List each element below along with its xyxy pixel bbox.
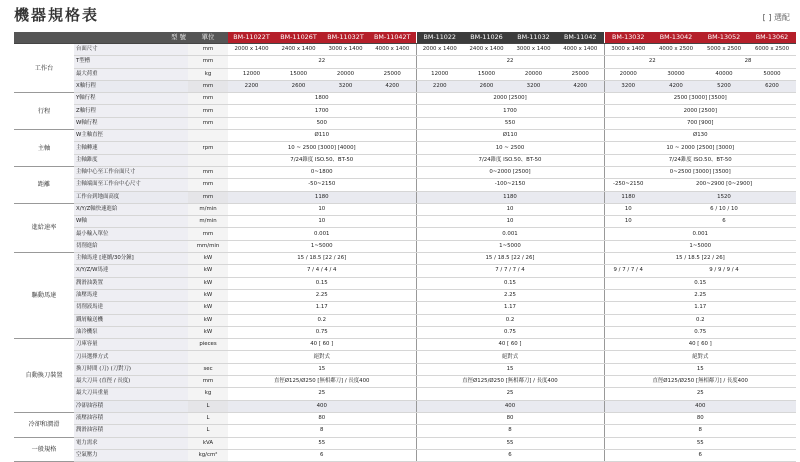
category-label: 進給速率: [14, 203, 74, 252]
spec-value: 40 [ 60 ]: [228, 339, 416, 351]
spec-value: 4200: [652, 80, 700, 92]
category-label: 距離: [14, 166, 74, 203]
spec-unit: sec: [188, 363, 228, 375]
spec-value: 7 / 7 / 7 / 4: [416, 265, 604, 277]
spec-unit: mm: [188, 228, 228, 240]
spec-row: [14, 240, 796, 252]
spec-row: [14, 93, 796, 105]
spec-value: 2000 [2500]: [416, 93, 604, 105]
header-model: BM-13052: [700, 32, 748, 44]
spec-value: 絕對式: [228, 351, 416, 363]
spec-row: [14, 228, 796, 240]
spec-item: Y軸行程: [74, 93, 188, 105]
spec-row: [14, 326, 796, 338]
spec-value: 22: [604, 56, 700, 68]
spec-value: 700 [900]: [604, 117, 796, 129]
spec-value: 500: [228, 117, 416, 129]
spec-value: 2600: [463, 80, 510, 92]
optional-note: [ ] 選配: [762, 13, 790, 22]
spec-value: 2000 [2500]: [604, 105, 796, 117]
spec-item: 主軸錐度: [74, 154, 188, 166]
category-label: 自動換刀裝置: [14, 339, 74, 413]
spec-value: 6000 x 2500: [748, 44, 796, 56]
spec-item: Z軸行程: [74, 105, 188, 117]
spec-value: 22: [416, 56, 604, 68]
spec-unit: L: [188, 425, 228, 437]
spec-unit: mm: [188, 179, 228, 191]
spec-value: 12000: [416, 68, 463, 80]
spec-value: 2000 x 1400: [416, 44, 463, 56]
spec-unit: mm: [188, 105, 228, 117]
spec-row: [14, 388, 796, 400]
spec-value: 4200: [557, 80, 604, 92]
spec-value: 1.17: [228, 302, 416, 314]
spec-value: Ø130: [604, 130, 796, 142]
spec-unit: mm: [188, 56, 228, 68]
spec-item: 換刀時間 (刀) (刀對刀): [74, 363, 188, 375]
spec-value: 7 / 4 / 4 / 4: [228, 265, 416, 277]
spec-row: [14, 425, 796, 437]
spec-item: 切削進給: [74, 240, 188, 252]
spec-row: [14, 400, 796, 412]
spec-unit: rpm: [188, 142, 228, 154]
header-unit-label: 單位: [188, 32, 228, 44]
header-row: [14, 32, 796, 44]
spec-unit: mm/min: [188, 240, 228, 252]
spec-value: 2600: [275, 80, 322, 92]
spec-value: 15 / 18.5 [22 / 26]: [604, 253, 796, 265]
spec-value: -250~2150: [604, 179, 652, 191]
spec-item: 油壓馬達: [74, 289, 188, 301]
spec-value: 6: [228, 449, 416, 461]
spec-value: 40 [ 60 ]: [604, 339, 796, 351]
spec-item: X軸行程: [74, 80, 188, 92]
spec-item: 潤滑油裝置: [74, 277, 188, 289]
category-label: 主軸: [14, 130, 74, 167]
spec-value: 3200: [604, 80, 652, 92]
spec-value: 3000 x 1400: [604, 44, 652, 56]
spec-value: 0.15: [416, 277, 604, 289]
spec-value: 55: [228, 437, 416, 449]
spec-unit: [188, 351, 228, 363]
spec-value: 15 / 18.5 [22 / 26]: [416, 253, 604, 265]
spec-value: 5000 x 2500: [700, 44, 748, 56]
header-model: BM-11032: [510, 32, 557, 44]
spec-value: 4200: [369, 80, 416, 92]
spec-value: 200~2900 [0~2900]: [652, 179, 796, 191]
spec-value: 22: [228, 56, 416, 68]
spec-row: [14, 302, 796, 314]
spec-value: 1.17: [604, 302, 796, 314]
spec-value: 20000: [510, 68, 557, 80]
spec-row: [14, 314, 796, 326]
spec-row: [14, 216, 796, 228]
spec-item: 刀庫容量: [74, 339, 188, 351]
header-model: BM-13062: [748, 32, 796, 44]
spec-item: 最大刀具重量: [74, 388, 188, 400]
spec-value: 15000: [463, 68, 510, 80]
spec-item: 最小輸入單位: [74, 228, 188, 240]
spec-item: 刀具選擇方式: [74, 351, 188, 363]
spec-value: 400: [604, 400, 796, 412]
spec-row: [14, 166, 796, 178]
spec-unit: kg/cm²: [188, 449, 228, 461]
spec-value: 15: [228, 363, 416, 375]
spec-value: 40000: [700, 68, 748, 80]
spec-value: 8: [228, 425, 416, 437]
spec-value: 10: [416, 216, 604, 228]
spec-value: 15: [604, 363, 796, 375]
spec-value: 25: [228, 388, 416, 400]
spec-row: [14, 203, 796, 215]
spec-value: 2000 x 1400: [228, 44, 275, 56]
spec-value: 2200: [416, 80, 463, 92]
spec-value: 0.001: [604, 228, 796, 240]
spec-item: 主軸馬達 [連續/30分鐘]: [74, 253, 188, 265]
spec-unit: [188, 154, 228, 166]
spec-value: 2.25: [604, 289, 796, 301]
spec-item: 液壓油容積: [74, 412, 188, 424]
spec-row: [14, 412, 796, 424]
spec-value: 1700: [416, 105, 604, 117]
spec-item: 台面尺寸: [74, 44, 188, 56]
spec-item: 油冷機泵: [74, 326, 188, 338]
spec-value: 1520: [652, 191, 796, 203]
spec-value: 0~2500 [3000] [3500]: [604, 166, 796, 178]
spec-value: 3000 x 1400: [322, 44, 369, 56]
spec-value: 550: [416, 117, 604, 129]
spec-value: Ø110: [228, 130, 416, 142]
spec-row: [14, 68, 796, 80]
spec-unit: mm: [188, 93, 228, 105]
spec-value: 15 / 18.5 [22 / 26]: [228, 253, 416, 265]
spec-value: 1700: [228, 105, 416, 117]
spec-value: 4000 x 2500: [652, 44, 700, 56]
spec-value: 10: [416, 203, 604, 215]
spec-value: 0.2: [604, 314, 796, 326]
spec-value: 25: [604, 388, 796, 400]
spec-row: [14, 130, 796, 142]
spec-value: 7/24錐度 ISO.50、BT-50: [604, 154, 796, 166]
spec-value: 0~2000 [2500]: [416, 166, 604, 178]
spec-value: 80: [416, 412, 604, 424]
spec-value: 1~5000: [416, 240, 604, 252]
header-model: BM-11022: [416, 32, 463, 44]
spec-value: 3200: [510, 80, 557, 92]
spec-item: 主軸端面至工作台中心尺寸: [74, 179, 188, 191]
spec-row: [14, 265, 796, 277]
spec-value: 絕對式: [604, 351, 796, 363]
spec-value: 4000 x 1400: [557, 44, 604, 56]
spec-value: 25000: [557, 68, 604, 80]
spec-value: 55: [604, 437, 796, 449]
spec-value: 0.15: [228, 277, 416, 289]
spec-value: 20000: [322, 68, 369, 80]
spec-unit: L: [188, 412, 228, 424]
spec-value: 1~5000: [228, 240, 416, 252]
spec-item: T型槽: [74, 56, 188, 68]
spec-value: 0.75: [416, 326, 604, 338]
spec-value: 10: [228, 216, 416, 228]
header-model: BM-13042: [652, 32, 700, 44]
spec-value: 10: [228, 203, 416, 215]
spec-value: 7/24錐度 ISO.50、BT-50: [416, 154, 604, 166]
spec-item: 主軸中心至工作台面尺寸: [74, 166, 188, 178]
spec-value: 40 [ 60 ]: [416, 339, 604, 351]
spec-value: 15: [416, 363, 604, 375]
spec-unit: kW: [188, 253, 228, 265]
spec-row: [14, 351, 796, 363]
spec-unit: kW: [188, 326, 228, 338]
spec-value: 0.15: [604, 277, 796, 289]
spec-value: 50000: [748, 68, 796, 80]
spec-value: 25: [416, 388, 604, 400]
spec-value: 直徑Ø125/Ø250 [無相鄰刀] / 長度400: [228, 376, 416, 388]
spec-item: 最大荷重: [74, 68, 188, 80]
spec-item: 主軸轉速: [74, 142, 188, 154]
spec-value: 6: [604, 449, 796, 461]
spec-row: [14, 437, 796, 449]
spec-value: 15000: [275, 68, 322, 80]
spec-value: 80: [604, 412, 796, 424]
spec-unit: m/min: [188, 203, 228, 215]
spec-value: 1180: [416, 191, 604, 203]
spec-value: 1800: [228, 93, 416, 105]
spec-unit: kW: [188, 314, 228, 326]
spec-unit: L: [188, 400, 228, 412]
spec-item: W軸行程: [74, 117, 188, 129]
spec-value: 6 / 10 / 10: [652, 203, 796, 215]
page-title: 機器規格表: [14, 6, 100, 24]
spec-value: 12000: [228, 68, 275, 80]
spec-row: [14, 289, 796, 301]
spec-unit: kg: [188, 388, 228, 400]
spec-value: 9 / 9 / 9 / 4: [652, 265, 796, 277]
spec-unit: mm: [188, 166, 228, 178]
spec-value: 0.2: [416, 314, 604, 326]
header-model: BM-13032: [604, 32, 652, 44]
header-model: BM-11026: [463, 32, 510, 44]
header-blank: [14, 32, 74, 44]
spec-unit: pieces: [188, 339, 228, 351]
spec-value: 0.75: [228, 326, 416, 338]
spec-row: [14, 191, 796, 203]
category-label: 驅動馬達: [14, 253, 74, 339]
spec-value: 2400 x 1400: [463, 44, 510, 56]
header-model: BM-11042T: [369, 32, 416, 44]
spec-unit: kW: [188, 265, 228, 277]
spec-row: [14, 56, 796, 68]
spec-unit: mm: [188, 376, 228, 388]
spec-value: 10: [604, 203, 652, 215]
spec-value: 4000 x 1400: [369, 44, 416, 56]
header-model: BM-11042: [557, 32, 604, 44]
spec-item: W軸: [74, 216, 188, 228]
spec-unit: mm: [188, 117, 228, 129]
spec-table: [14, 32, 796, 462]
spec-row: [14, 339, 796, 351]
spec-value: 0.75: [604, 326, 796, 338]
spec-value: 5200: [700, 80, 748, 92]
spec-value: 55: [416, 437, 604, 449]
spec-value: 3000 x 1400: [510, 44, 557, 56]
spec-item: 切削液馬達: [74, 302, 188, 314]
spec-value: 10: [604, 216, 652, 228]
spec-value: -100~2150: [416, 179, 604, 191]
spec-value: 6: [652, 216, 796, 228]
spec-value: Ø110: [416, 130, 604, 142]
spec-value: 3200: [322, 80, 369, 92]
spec-value: 1~5000: [604, 240, 796, 252]
spec-value: 20000: [604, 68, 652, 80]
spec-value: 0.2: [228, 314, 416, 326]
spec-value: 直徑Ø125/Ø250 [無相鄰刀] / 長度400: [604, 376, 796, 388]
spec-row: [14, 253, 796, 265]
spec-value: 30000: [652, 68, 700, 80]
spec-value: 6200: [748, 80, 796, 92]
spec-value: 0.001: [228, 228, 416, 240]
spec-value: 2400 x 1400: [275, 44, 322, 56]
category-label: 行程: [14, 93, 74, 130]
spec-value: 10 ~ 2500: [416, 142, 604, 154]
spec-value: 25000: [369, 68, 416, 80]
spec-row: [14, 105, 796, 117]
spec-value: 10 ~ 2500 [3000] [4000]: [228, 142, 416, 154]
spec-item: 最大刀具 (直徑 / 長度): [74, 376, 188, 388]
spec-value: 400: [416, 400, 604, 412]
spec-value: 2500 [3000] [3500]: [604, 93, 796, 105]
spec-item: 潤滑油容積: [74, 425, 188, 437]
spec-row: [14, 363, 796, 375]
spec-value: 1.17: [416, 302, 604, 314]
spec-item: 工作台到地面高度: [74, 191, 188, 203]
spec-value: 10 ~ 2000 [2500] [3000]: [604, 142, 796, 154]
spec-value: 80: [228, 412, 416, 424]
spec-item: 冷卻油容積: [74, 400, 188, 412]
spec-value: 28: [700, 56, 796, 68]
category-label: 冷卻和潤滑: [14, 412, 74, 437]
header-model: BM-11022T: [228, 32, 275, 44]
spec-unit: mm: [188, 80, 228, 92]
spec-value: 2.25: [228, 289, 416, 301]
header-model: BM-11032T: [322, 32, 369, 44]
spec-unit: kg: [188, 68, 228, 80]
spec-row: [14, 142, 796, 154]
spec-unit: kVA: [188, 437, 228, 449]
header-model: BM-11026T: [275, 32, 322, 44]
header-model-label: 型 號: [74, 32, 188, 44]
spec-unit: mm: [188, 191, 228, 203]
spec-value: 2.25: [416, 289, 604, 301]
category-label: 工作台: [14, 44, 74, 93]
category-label: 一般規格: [14, 437, 74, 462]
spec-value: 絕對式: [416, 351, 604, 363]
spec-value: 8: [416, 425, 604, 437]
spec-value: 6: [416, 449, 604, 461]
spec-unit: mm: [188, 44, 228, 56]
spec-item: 電力需求: [74, 437, 188, 449]
spec-item: X/Y/Z/W馬達: [74, 265, 188, 277]
spec-unit: kW: [188, 289, 228, 301]
spec-row: [14, 154, 796, 166]
spec-item: 鐵屑輸送機: [74, 314, 188, 326]
spec-unit: kW: [188, 277, 228, 289]
spec-row: [14, 80, 796, 92]
spec-item: 空氣壓力: [74, 449, 188, 461]
spec-value: -50~2150: [228, 179, 416, 191]
spec-value: 1180: [604, 191, 652, 203]
spec-row: [14, 44, 796, 56]
spec-unit: [188, 130, 228, 142]
spec-item: W主軸直徑: [74, 130, 188, 142]
spec-value: 7/24錐度 ISO.50、BT-50: [228, 154, 416, 166]
spec-value: 400: [228, 400, 416, 412]
spec-unit: kW: [188, 302, 228, 314]
spec-row: [14, 117, 796, 129]
spec-unit: m/min: [188, 216, 228, 228]
spec-row: [14, 179, 796, 191]
spec-value: 8: [604, 425, 796, 437]
spec-value: 2200: [228, 80, 275, 92]
spec-value: 1180: [228, 191, 416, 203]
spec-value: 9 / 7 / 7 / 4: [604, 265, 652, 277]
spec-item: X/Y/Z軸快速進給: [74, 203, 188, 215]
spec-row: [14, 277, 796, 289]
spec-value: 0.001: [416, 228, 604, 240]
spec-row: [14, 449, 796, 461]
spec-value: 0~1800: [228, 166, 416, 178]
spec-value: 直徑Ø125/Ø250 [無相鄰刀] / 長度400: [416, 376, 604, 388]
spec-row: [14, 376, 796, 388]
